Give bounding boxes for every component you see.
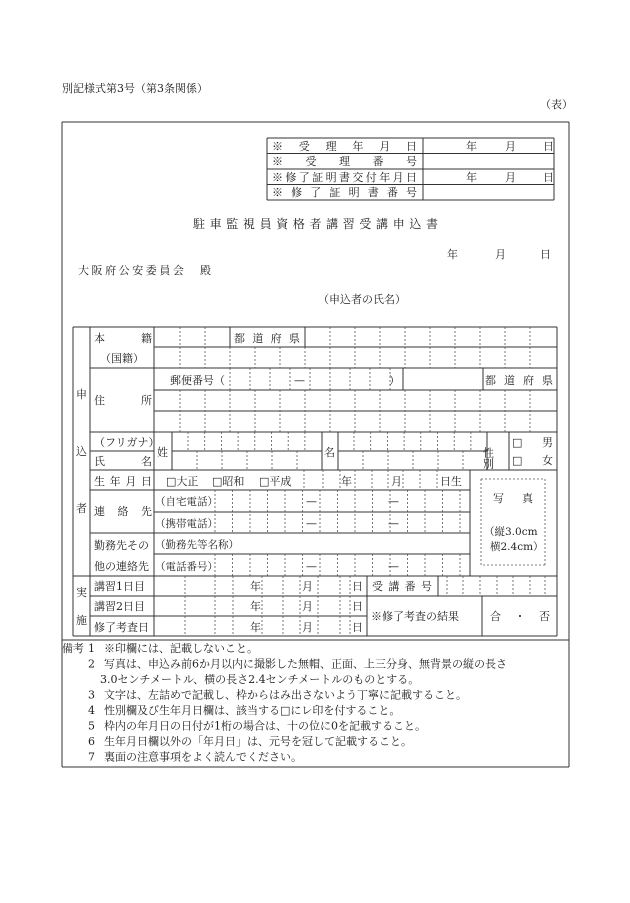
received-date-label: ※受理年月日 <box>272 140 417 153</box>
pass-fail[interactable]: 合 ・ 否 <box>490 610 550 623</box>
attendance-number-label: 受講番号 <box>372 580 432 593</box>
addressee: 大阪府公安委員会 殿 <box>78 264 211 277</box>
notes-label: 備考 <box>62 642 84 655</box>
note-item: 裏面の注意事項をよく読んでください。 <box>104 750 302 764</box>
month: 月 <box>505 171 516 184</box>
month: 月 <box>505 140 516 153</box>
note-item: ※印欄には、記載しないこと。 <box>104 642 258 655</box>
section-char: 実 <box>76 586 87 599</box>
note-item: 性別欄及び生年月日欄は、該当する□にレ印を付すること。 <box>104 704 401 717</box>
era-taisho[interactable]: □大正 <box>166 475 199 488</box>
female-checkbox[interactable]: □ 女 <box>512 454 553 467</box>
furigana-label: （フリガナ） <box>94 436 160 449</box>
note-number: 2 <box>88 657 95 671</box>
ymd-marker: 年 <box>250 600 261 613</box>
certificate-issue-date-label: ※修了証明書交付年月日 <box>272 171 417 184</box>
era-heisei[interactable]: □平成 <box>259 475 292 488</box>
male-checkbox[interactable]: □ 男 <box>512 436 553 449</box>
dash: — <box>306 495 317 508</box>
dash: — <box>388 517 399 530</box>
workplace-label-1: 勤務先その <box>94 539 149 552</box>
photo-size-1: （縦3.0cm <box>484 526 538 538</box>
photo-label: 写真 <box>493 492 533 505</box>
ymd-marker: 月 <box>302 600 313 613</box>
dash: — <box>306 560 317 573</box>
exam-day-label: 修了考査日 <box>94 621 149 634</box>
ymd-marker: 日 <box>352 621 363 634</box>
date-year: 年 <box>447 248 458 261</box>
postal-close: ） <box>389 374 400 387</box>
received-number-label: ※受理番号 <box>272 155 417 168</box>
note-number: 4 <box>88 704 95 717</box>
day: 日 <box>543 140 554 153</box>
year: 年 <box>466 140 477 153</box>
postal-code-label: 郵便番号（ <box>170 374 225 387</box>
day: 日 <box>543 171 554 184</box>
workplace-name-label: （勤務先等名称） <box>155 539 239 551</box>
address-prefecture-label: 都道府県 <box>485 374 553 387</box>
name-label: 氏名 <box>94 455 152 468</box>
note-item: 生年月日欄以外の「年月日」は、元号を冠して記載すること。 <box>104 735 412 748</box>
birth-year: 年 <box>341 475 352 488</box>
section-char: 施 <box>76 614 87 627</box>
date-month: 月 <box>495 248 506 261</box>
note-number: 6 <box>88 735 95 748</box>
era-showa[interactable]: □昭和 <box>212 475 245 488</box>
postal-dash: — <box>294 374 305 387</box>
photo-box <box>484 491 544 553</box>
year: 年 <box>466 171 477 184</box>
mobile-phone-label: （携帯電話） <box>155 518 218 530</box>
nationality-label: （国籍） <box>100 352 144 365</box>
sex-label: 性別 <box>481 447 495 469</box>
birthdate-label: 生年月日 <box>94 475 152 488</box>
dash: — <box>306 517 317 530</box>
section-char: 者 <box>76 502 87 515</box>
given-name-label: 名 <box>324 446 335 459</box>
lecture-day1-label: 講習1日目 <box>94 580 145 593</box>
date-day: 日 <box>540 248 551 261</box>
ymd-marker: 日 <box>352 580 363 593</box>
lecture-day2-label: 講習2日目 <box>94 600 145 613</box>
home-phone-label: （自宅電話） <box>155 496 218 508</box>
note-item: 3.0センチメートル、横の長さ2.4センチメートルのものとする。 <box>100 673 420 686</box>
applicant-section <box>76 331 553 573</box>
side-label: （表） <box>540 98 573 111</box>
form-title: 駐車監視員資格者講習受講申込書 <box>193 217 438 231</box>
workplace-phone-label: （電話番号） <box>155 561 218 573</box>
note-item: 枠内の年月日の日付が1桁の場合は、十の位に0を記載すること。 <box>104 719 426 733</box>
photo-size-2: 横2.4cm） <box>490 541 544 553</box>
birth-month: 月 <box>391 475 402 488</box>
ymd-marker: 年 <box>250 621 261 634</box>
section-char: 込 <box>76 445 87 458</box>
applicant-name-label: （申込者の氏名） <box>318 293 406 306</box>
ymd-marker: 月 <box>302 621 313 634</box>
implementation-section <box>76 579 550 634</box>
birth-day: 日生 <box>440 475 462 488</box>
note-number: 3 <box>88 688 95 702</box>
note-item: 文字は、左詰めで記載し、枠からはみ出さないよう丁寧に記載すること。 <box>104 688 467 702</box>
workplace-label-2: 他の連絡先 <box>94 560 149 573</box>
dash: — <box>388 495 399 508</box>
honseki-label: 本籍 <box>94 332 152 345</box>
note-number: 7 <box>88 750 95 764</box>
form-id: 別記様式第3号（第3条関係） <box>62 82 208 95</box>
note-number: 1 <box>88 642 95 655</box>
address-label: 住所 <box>94 394 152 407</box>
family-name-label: 姓 <box>157 446 168 459</box>
dash: — <box>388 560 399 573</box>
ymd-marker: 月 <box>302 580 313 593</box>
section-char: 申 <box>76 388 87 401</box>
note-item: 写真は、申込み前6か月以内に撮影した無帽、正面、上三分身、無背景の縦の長さ <box>104 657 507 671</box>
ymd-marker: 年 <box>250 580 261 593</box>
notes <box>62 641 507 764</box>
ymd-marker: 日 <box>352 600 363 613</box>
contact-label: 連絡先 <box>94 505 152 518</box>
note-number: 5 <box>88 719 95 733</box>
exam-result-label: ※修了考査の結果 <box>371 610 459 623</box>
certificate-number-label: ※修了証明書番号 <box>272 186 417 199</box>
prefecture-label: 都道府県 <box>234 332 300 345</box>
